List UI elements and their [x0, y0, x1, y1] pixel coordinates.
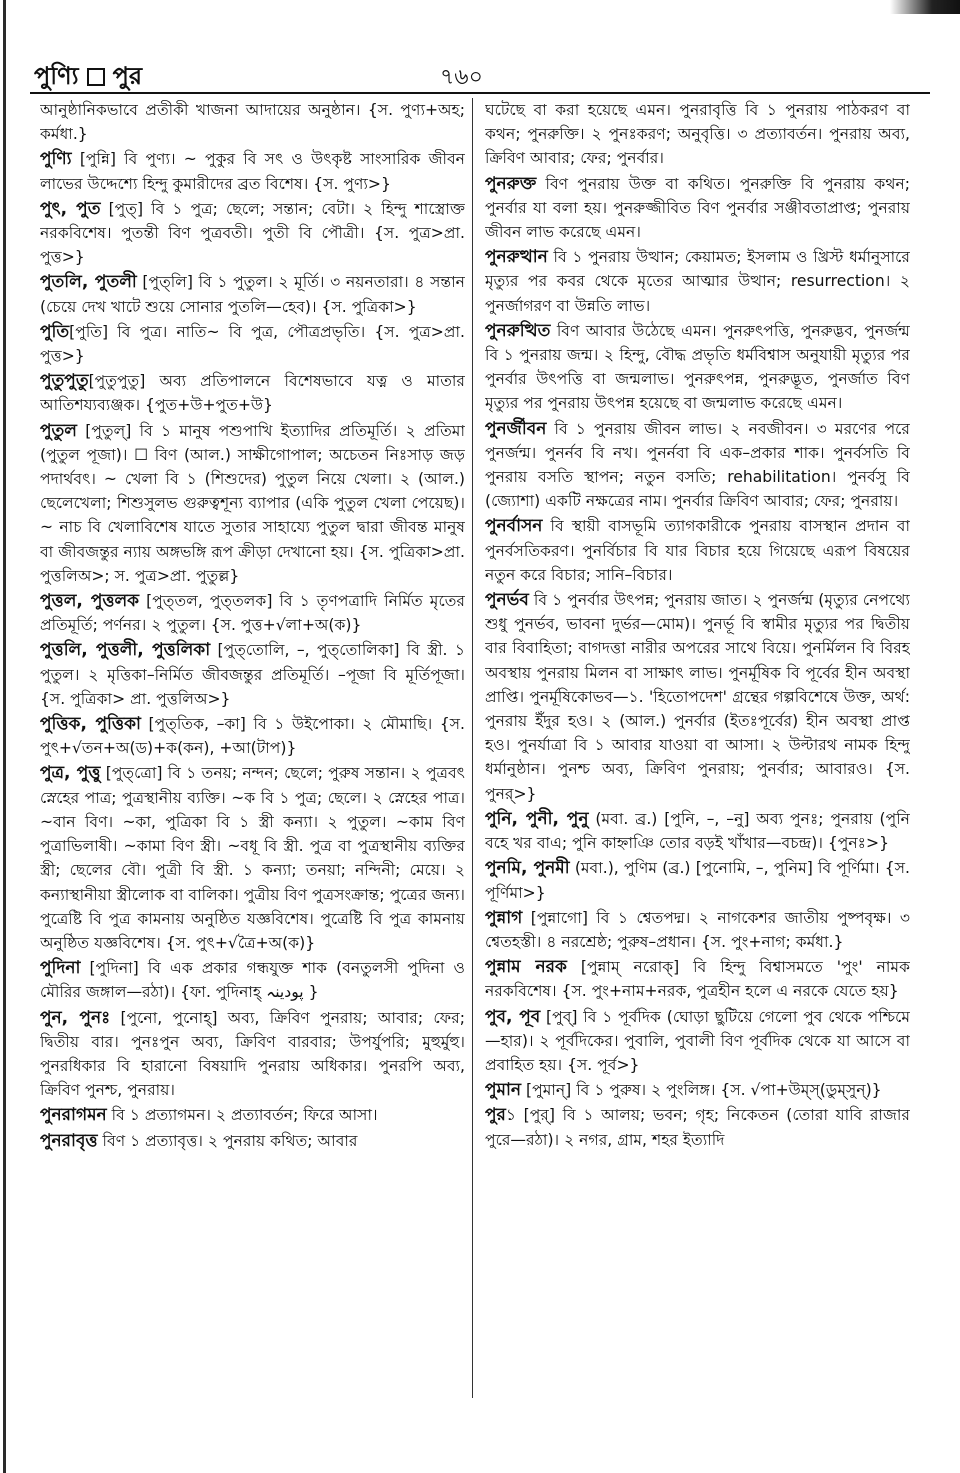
headword: পুর: [485, 1105, 506, 1126]
entry-definition: [পুত্‌তোলি, –, পুত্‌তোলিকা] বি স্ত্রী. ১ পুতুল। ২ মৃত্তিকা–নির্মিত জীবজন্তুর প্রতিমূর্তি। –পূজা বি মূর্তিপূজা। {স. পুত্রিকা> প্রা. পুত্তলিঅ>}: [40, 641, 465, 708]
entry-definition: বি স্থায়ী বাসভূমি ত্যাগকারীকে পুনরায় বাসস্থান প্রদান বা পুনর্বসতিকরণ। পুনর্বিচার বি যার বিচার হয়ে গিয়েছে এরূপ বিষয়ের নতুন করে বিচার; সানি–বিচার।: [485, 517, 910, 584]
dictionary-entry: [40, 1129, 465, 1153]
headword: পুনর্ভব: [485, 590, 529, 611]
headword: পুত্তলি, পুত্তলী, পুত্তলিকা: [40, 640, 211, 661]
right-column: [485, 98, 910, 1458]
dictionary-entry: [485, 98, 910, 171]
column-divider: [472, 98, 473, 1398]
entry-definition: [পুতুপুতু] অব্য প্রতিপালনে বিশেষভাবে যত্ন ও মাতার আতিশয্যব্যঞ্জক। {পুত+উ+পুত+উ}: [40, 372, 465, 415]
dictionary-entry: [485, 245, 910, 318]
entry-definition: বিণ ১ প্রত্যাবৃত্ত। ২ পুনরায় কথিত; আবার: [97, 1131, 358, 1150]
headword: পুতলি, পুতলী: [40, 272, 137, 293]
dictionary-entry: [40, 320, 465, 368]
headword: পুনর্জীবন: [485, 418, 547, 439]
dictionary-entry: [485, 906, 910, 954]
entry-definition: (মবা. ব্র.) [পুনি, –, –নু] অব্য পুনঃ; পুনরায় (পুনি বহে খর বাএ; পুনি কাহ্নাঞি তোর বড়ই খাঁখার—বচন্দ্র)। {পুনঃ>}: [485, 809, 910, 853]
headword: পুনি, পুনী, পুনু: [485, 808, 589, 829]
headword: পুন্নাগ: [485, 907, 523, 928]
entry-definition: বি ১ পুনরায় জীবন লাভ। ২ নবজীবন। ৩ মরণের পরে পুনর্জন্ম। পুনর্নব বি নখ। পুনর্নবা বি এক–প্রকার শাক। পুনর্বসতি বি পুনরায় বসতি স্থাপন; নতুন বসতি; rehabilitation। পুনর্বসু বি (জ্যোশা) একটি নক্ষত্রের নাম। পুনর্বার ক্রিবিণ আবার; ফের; পুনরায়।: [485, 419, 910, 511]
entry-definition: বিণ পুনরায় উক্ত বা কথিত। পুনরুক্তি বি পুনরায় কথন; পুনর্বার যা বলা হয়। পুনরুজ্জীবিত বিণ পুনর্বার সঞ্জীবতাপ্রাপ্ত; পুনরায় জীবন লাভ করেছে এমন।: [485, 174, 910, 242]
headword: পুব, পূব: [485, 1006, 541, 1027]
dictionary-entry: [485, 1078, 910, 1102]
entry-definition: [পুত্‌ত্রো] বি ১ তনয়; নন্দন; ছেলে; পুরুষ সন্তান। ২ পুত্রবৎ স্নেহের পাত্র; পুত্রস্থানীয় ব্যক্তি। ~ক বি ১ পুত্র; ছেলে। ২ স্নেহের পাত্র। ~বান বিণ। ~কা, পুত্রিকা বি ১ স্ত্রী কন্যা। ২ পুতুল। ~কাম বিণ পুত্রাভিলাষী। ~কামা বিণ স্ত্রী। ~বধূ বি স্ত্রী. পুত্র বা পুত্রস্থানীয় ব্যক্তির স্ত্রী; ছেলের বৌ। পুত্রী বি স্ত্রী. ১ কন্যা; তনয়া; নন্দিনী; মেয়ে। ২ কন্যাস্থানীয়া স্ত্রীলোক বা বালিকা। পুত্রীয় বিণ পুত্রসংক্রান্ত; পুত্রের জন্য। পুত্রেষ্টি বি পুত্র কামনায় অনুষ্ঠিত যজ্ঞবিশেষ। পুত্রেষ্টি বি পুত্র কামনায় অনুষ্ঠিত যজ্ঞবিশেষ। {স. পুৎ+√ত্রৈ+অ(ক)}: [40, 764, 465, 952]
dictionary-entry: [485, 172, 910, 245]
entry-definition: বি ১ প্রত্যাগমন। ২ প্রত্যাবর্তন; ফিরে আসা।: [106, 1106, 378, 1125]
entry-definition: বি ১ পুনর্বার উৎপন্ন; পুনরায় জাত। ২ পুনর্জন্ম (মৃত্যুর নেপথ্যে শুধু পুনর্ভব, ভাবনা দুর্ভর—মোম)। পুনর্ভূ বি স্বামীর মৃত্যুর পর দ্বিতীয় বার বিবাহিতা; বাগদত্তা নারীর অপরের সাথে বিয়ে। পুনর্মিলন বি বিরহ অবস্থায় পুনরায় মিলন বা সাক্ষাৎ লাভ। পুনর্মূষিক বি পূর্বের হীন অবস্থা প্রাপ্তি। পুনর্মূষিকোভব—১. 'হিতোপদেশ' গ্রন্থের গল্পবিশেষে উক্ত, অর্থ: পুনরায় ইঁদুর হও। ২ (আল.) পুনর্বার (ইতঃপূর্বের) হীন অবস্থা প্রাপ্ত হও। পুনর্যাত্রা বি ১ আবার যাওয়া বা আসা। ২ উল্টারথ নামক হিন্দু ধর্মানুষ্ঠান। পুনশ্চ অব্য, ক্রিবিণ পুনরায়; পুনর্বার; আবারও। {স. পুনর্>}: [485, 591, 910, 803]
entry-definition: [পুন্নাগো] বি ১ শ্বেতপদ্ম। ২ নাগকেশর জাতীয় পুষ্পবৃক্ষ। ৩ শ্বেতহস্তী। ৪ নরশ্রেষ্ঠ; পুরুষ–প্রধান। {স. পুং+নাগ; কর্মধা.}: [485, 908, 910, 951]
headword: পুৎ, পুত: [40, 198, 101, 219]
entry-definition: (মবা.), পুণিম (ব্র.) [পুনোমি, –, পুনিম] বি পূর্ণিমা। {স. পূর্ণিমা>}: [485, 859, 910, 902]
entry-definition: বি ১ পুনরায় উত্থান; কেয়ামত; ইসলাম ও খ্রিস্ট ধর্মানুসারে মৃত্যুর পর কবর থেকে মৃতের আত্মার উত্থান; resurrection। ২ পুনর্জাগরণ বা উন্নতি লাভ।: [485, 248, 910, 315]
headword: পুন, পুনঃ: [40, 1007, 111, 1028]
headword: পুতুল: [40, 420, 77, 441]
headword: পুন্নাম নরক: [485, 957, 567, 978]
dictionary-entry: [40, 369, 465, 417]
dictionary-entry: [485, 417, 910, 514]
headword: পুনরুত্থিত: [485, 320, 551, 341]
headword: পুতুপুতু: [40, 371, 89, 392]
entry-definition: [পুব্] বি ১ পূর্বদিক (ঘোড়া ছুটিয়ে গেলো পুব থেকে পশ্চিমে—হার)। ২ পূর্বদিকের। পুবালি, পুবালী বিণ পূর্বদিক থেকে যা আসে বা প্রবাহিত হয়। {স. পূর্ব>}: [485, 1007, 910, 1074]
dictionary-entry: [485, 514, 910, 587]
dictionary-entry: [40, 147, 465, 195]
headword: পুদিনা: [40, 958, 81, 979]
entry-definition: [পুত্‌তল, পুত্‌তলক] বি ১ তৃণপত্রাদি নির্মিত মৃতের প্রতিমূর্তি; পর্ণনর। ২ পুতুল। {স. পুত্ত+√লা+অ(ক)}: [40, 592, 465, 635]
dictionary-entry: [40, 638, 465, 711]
dictionary-entry: [485, 1005, 910, 1078]
dictionary-entry: [40, 589, 465, 637]
page-header: [30, 52, 930, 92]
headword: পুনরাবৃত্ত: [40, 1130, 98, 1151]
headword: পুত্র, পুত্তু: [40, 763, 101, 784]
headword: পুনমি, পুনমী: [485, 858, 570, 879]
entry-definition: [পুত্] বি ১ পুত্র; ছেলে; সন্তান; বেটা। ২ হিন্দু শাস্ত্রোক্ত নরকবিশেষ। পুতন্তী বিণ পুত্রবতী। পুতী বি পৌত্রী। {স. পুত্র>প্রা. পুত্ত>}: [40, 199, 465, 267]
scan-edge: [3, 0, 6, 1473]
headword: পুনরুত্থান: [485, 247, 548, 268]
dictionary-entry: [485, 588, 910, 806]
dictionary-entry: [485, 1103, 910, 1151]
dictionary-entry: [40, 712, 465, 760]
guide-word-first: পুণ্যি: [34, 62, 79, 90]
entry-definition: বিণ আবার উঠেছে এমন। পুনরুৎপত্তি, পুনরুদ্ভব, পুনর্জন্ম বি ১ পুনরায় জন্ম। ২ হিন্দু, বৌদ্ধ প্রভৃতি ধর্মবিশ্বাস অনুযায়ী মৃত্যুর পর পুনর্বার উৎপত্তি বা জন্মলাভ। পুনরুৎপন্ন, পুনরুদ্ভূত, পুনর্জাত বিণ মৃত্যুর পর পুনরায় উৎপন্ন হয়েছে বা জন্মলাভ করেছে এমন।: [485, 321, 910, 413]
entry-definition: [পুতুল্] বি ১ মানুষ পশুপাখি ইত্যাদির প্রতিমূর্তি। ২ প্রতিমা (পুতুল পূজা)। ☐ বিণ (আল.) সাক্ষীগোপাল; অচেতন নিঃসাড় জড় পদার্থবৎ। ~ খেলা বি ১ (শিশুদের) পুতুল নিয়ে খেলা। ২ (আল.) ছেলেখেলা; শিশুসুলভ গুরুত্বশূন্য ব্যাপার (একি পুতুল খেলা পেয়েছ)। ~ নাচ বি খেলাবিশেষ যাতে সুতার সাহায্যে পুতুল দ্বারা জীবন্ত মানুষ বা জীবজন্তুর ন্যায় অঙ্গভঙ্গি রূপ ক্রীড়া দেখানো হয়। {স. পুত্রিকা>প্রা. পুত্তলিঅ>; স. পুত্র>প্রা. পুতুল্ল}: [40, 421, 465, 585]
entry-definition: [পুমান্] বি ১ পুরুষ। ২ পুংলিঙ্গ। {স. √পা+উম্‌স্(ডুম্‌সুন্)}: [521, 1081, 882, 1100]
headword: পুনরাগমন: [40, 1105, 107, 1126]
entry-definition: ১ [পুর্] বি ১ আলয়; ভবন; গৃহ; নিকেতন (তোরা যাবি রাজার পুরে—রঠা)। ২ নগর, গ্রাম, শহর ইত্যাদি: [485, 1106, 910, 1149]
entry-definition: [পুতি] বি পুত্র। নাতি~ বি পুত্র, পৌত্রপ্রভৃতি। {স. পুত্র>প্রা. পুত্ত>}: [40, 322, 465, 366]
headword: পুনরুক্ত: [485, 173, 537, 194]
entry-definition: [পুত্‌লি] বি ১ পুতুল। ২ মূর্তি। ৩ নয়নতারা। ৪ সন্তান (চেয়ে দেখ খাটে শুয়ে সোনার পুতলি—হেব)। {স. পুত্রিকা>}: [40, 273, 465, 316]
entry-definition: ঘটেছে বা করা হয়েছে এমন। পুনরাবৃত্তি বি ১ পুনরায় পাঠকরণ বা কথন; পুনরুক্তি। ২ পুনঃকরণ; অনুবৃত্তি। ৩ প্রত্যাবর্তন। পুনরায় অব্য, ক্রিবিণ আবার; ফের; পুনর্বার।: [485, 101, 910, 168]
dictionary-entry: [40, 1006, 465, 1103]
dictionary-entry: [40, 419, 465, 588]
dictionary-entry: [40, 761, 465, 955]
dictionary-entry: [40, 197, 465, 270]
headword: পুতি: [40, 321, 70, 342]
dictionary-entry: [40, 98, 465, 146]
entry-definition: [পুন্নাম্ নরোক্] বি হিন্দু বিশ্বাসমতে 'পুং' নামক নরকবিশেষ। {স. পুং+নাম+নরক, পুত্রহীন হলে এ নরকে যেতে হয়}: [485, 958, 910, 1001]
corner-mark: [890, 0, 960, 14]
page-number: ৭৬০: [440, 65, 483, 90]
headword: পুণ্যি: [40, 149, 72, 170]
dictionary-entry: [40, 956, 465, 1004]
headword: পুনর্বাসন: [485, 516, 543, 537]
entry-definition: [পুনো, পুনোহ্] অব্য, ক্রিবিণ পুনরায়; আবার; ফের; দ্বিতীয় বার। পুনঃপুন অব্য, ক্রিবিণ বারবার; উপর্যুপরি; মুহুর্মুহু। পুনরধিকার বি হারানো বিষয়াদি পুনরায় অধিকার। পুনরপি অব্য, ক্রিবিণ পুনশ্চ, পুনরায়।: [40, 1008, 465, 1100]
dictionary-entry: [485, 955, 910, 1003]
headword: পুত্তল, পুত্তলক: [40, 591, 140, 612]
dictionary-entry: [485, 856, 910, 904]
entry-definition: [পুদিনা] বি এক প্রকার গন্ধযুক্ত শাক (বনতুলসী পুদিনা ও মৌরির জঙ্গাল—রঠা)। {ফা. পুদিনাহ্ پودینہ }: [40, 959, 465, 1002]
dictionary-entry: [40, 1103, 465, 1127]
dictionary-entry: [485, 807, 910, 855]
guide-word-last: পুর: [112, 62, 143, 90]
dictionary-entry: [485, 319, 910, 416]
dictionary-entry: [40, 270, 465, 318]
entry-definition: [পুত্‌তিক, –কা] বি ১ উইপোকা। ২ মৌমাছি। {স. পুৎ+√তন+অ(ড)+ক(কন), +আ(টাপ)}: [40, 715, 465, 758]
entry-definition: আনুষ্ঠানিকভাবে প্রতীকী খাজনা আদায়ের অনুষ্ঠান। {স. পুণ্য+অহ; কর্মধা.}: [40, 101, 465, 144]
headword: পুমান: [485, 1080, 522, 1101]
header-rule: [30, 92, 930, 94]
entry-definition: [পুন্নি] বি পুণ্য। ~ পুকুর বি সৎ ও উৎকৃষ্ট সাংসারিক জীবন লাভের উদ্দেশ্যে হিন্দু কুমারীদের ব্রত বিশেষ। {স. পুণ্য>}: [40, 150, 465, 193]
headword: পুত্তিক, পুত্তিকা: [40, 714, 141, 735]
left-column: [40, 98, 465, 1458]
separator-box-icon: [87, 68, 105, 86]
